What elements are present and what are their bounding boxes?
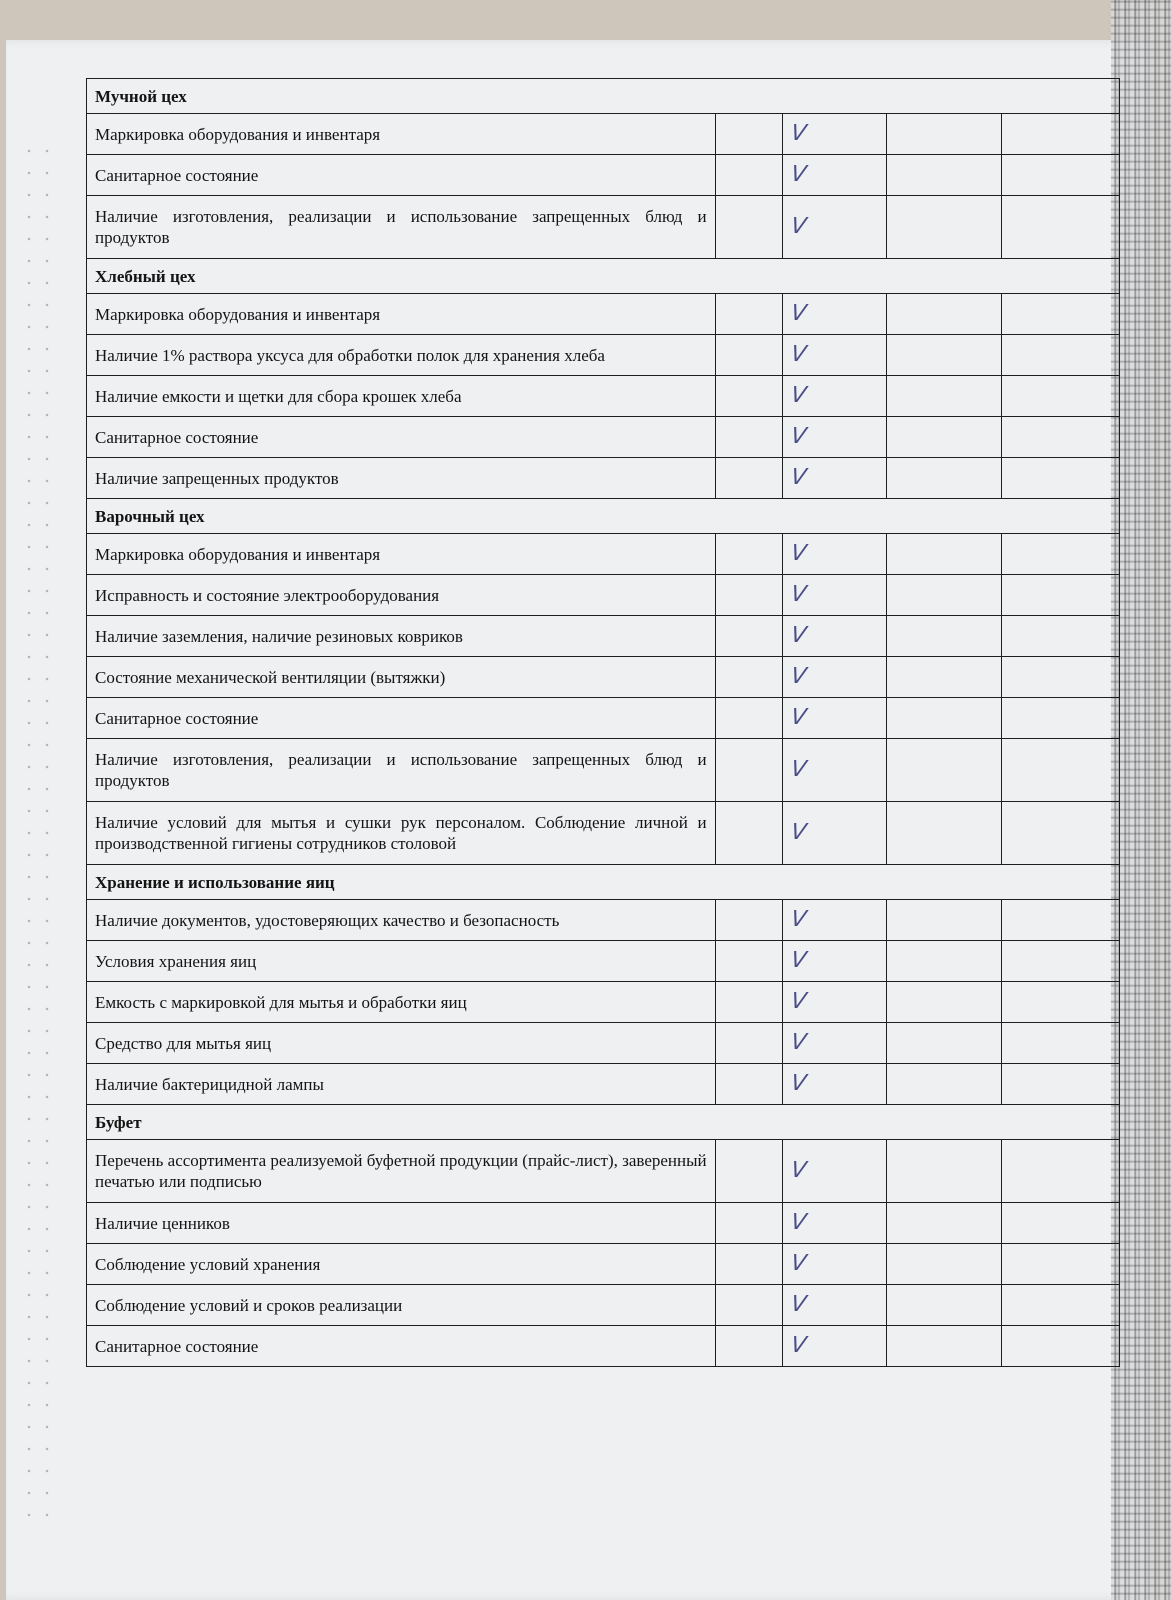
criterion-label: Соблюдение условий хранения xyxy=(87,1244,716,1285)
section-title: Буфет xyxy=(87,1105,1120,1140)
criterion-label: Маркировка оборудования и инвентаря xyxy=(87,294,716,335)
checklist-row xyxy=(87,1244,1120,1285)
column-3-cell xyxy=(886,534,1002,575)
column-4-cell xyxy=(1002,294,1120,335)
column-4-cell xyxy=(1002,982,1120,1023)
criterion-label: Емкость с маркировкой для мытья и обработки яиц xyxy=(87,982,716,1023)
checklist-row xyxy=(87,575,1120,616)
handwritten-check-mark: V xyxy=(789,301,808,326)
criterion-label: Маркировка оборудования и инвентаря xyxy=(87,534,716,575)
check-cell xyxy=(783,616,887,657)
handwritten-check-mark: V xyxy=(789,383,808,408)
criterion-label: Наличие документов, удостоверяющих качество и безопасность xyxy=(87,900,716,941)
check-cell xyxy=(783,1023,887,1064)
column-1-cell xyxy=(715,458,782,499)
column-1-cell xyxy=(715,1064,782,1105)
checklist-row xyxy=(87,1140,1120,1203)
section-header-row xyxy=(87,865,1120,900)
column-3-cell xyxy=(886,575,1002,616)
column-4-cell xyxy=(1002,417,1120,458)
column-4-cell xyxy=(1002,1140,1120,1203)
criterion-label: Наличие заземления, наличие резиновых ковриков xyxy=(87,616,716,657)
checklist-row xyxy=(87,196,1120,259)
criterion-label: Наличие запрещенных продуктов xyxy=(87,458,716,499)
column-4-cell xyxy=(1002,1064,1120,1105)
column-4-cell xyxy=(1002,941,1120,982)
column-3-cell xyxy=(886,802,1002,865)
column-1-cell xyxy=(715,114,782,155)
column-3-cell xyxy=(886,335,1002,376)
check-cell xyxy=(783,294,887,335)
column-4-cell xyxy=(1002,575,1120,616)
column-3-cell xyxy=(886,1064,1002,1105)
check-cell xyxy=(783,657,887,698)
section-title: Варочный цех xyxy=(87,499,1120,534)
column-1-cell xyxy=(715,1285,782,1326)
column-4-cell xyxy=(1002,900,1120,941)
handwritten-check-mark: V xyxy=(789,162,808,187)
handwritten-check-mark: V xyxy=(789,757,808,782)
column-4-cell xyxy=(1002,1023,1120,1064)
column-3-cell xyxy=(886,1326,1002,1367)
column-3-cell xyxy=(886,155,1002,196)
handwritten-check-mark: V xyxy=(789,121,808,146)
checklist-row xyxy=(87,1203,1120,1244)
criterion-label: Средство для мытья яиц xyxy=(87,1023,716,1064)
column-3-cell xyxy=(886,616,1002,657)
criterion-label: Наличие изготовления, реализации и использование запрещенных блюд и продуктов xyxy=(87,739,716,802)
criterion-label: Санитарное состояние xyxy=(87,1326,716,1367)
handwritten-check-mark: V xyxy=(789,705,808,730)
check-cell xyxy=(783,739,887,802)
column-3-cell xyxy=(886,417,1002,458)
handwritten-check-mark: V xyxy=(789,541,808,566)
criterion-label: Исправность и состояние электрооборудования xyxy=(87,575,716,616)
section-header-row xyxy=(87,499,1120,534)
column-3-cell xyxy=(886,114,1002,155)
column-1-cell xyxy=(715,335,782,376)
criterion-label: Санитарное состояние xyxy=(87,698,716,739)
column-3-cell xyxy=(886,739,1002,802)
column-1-cell xyxy=(715,196,782,259)
check-cell xyxy=(783,575,887,616)
column-1-cell xyxy=(715,941,782,982)
handwritten-check-mark: V xyxy=(789,342,808,367)
column-4-cell xyxy=(1002,534,1120,575)
check-cell xyxy=(783,534,887,575)
handwritten-check-mark: V xyxy=(789,1333,808,1358)
check-cell xyxy=(783,1244,887,1285)
criterion-label: Наличие емкости и щетки для сбора крошек хлеба xyxy=(87,376,716,417)
column-4-cell xyxy=(1002,1326,1120,1367)
handwritten-check-mark: V xyxy=(789,989,808,1014)
column-4-cell xyxy=(1002,1285,1120,1326)
handwritten-check-mark: V xyxy=(789,1251,808,1276)
criterion-label: Соблюдение условий и сроков реализации xyxy=(87,1285,716,1326)
column-1-cell xyxy=(715,739,782,802)
column-3-cell xyxy=(886,941,1002,982)
scan-dots xyxy=(20,140,50,1520)
handwritten-check-mark: V xyxy=(789,820,808,845)
handwritten-check-mark: V xyxy=(789,948,808,973)
criterion-label: Санитарное состояние xyxy=(87,417,716,458)
column-4-cell xyxy=(1002,376,1120,417)
stacked-pages-edge-texture xyxy=(1111,0,1171,1600)
column-3-cell xyxy=(886,376,1002,417)
check-cell xyxy=(783,114,887,155)
column-1-cell xyxy=(715,616,782,657)
check-cell xyxy=(783,155,887,196)
check-cell xyxy=(783,417,887,458)
criterion-label: Маркировка оборудования и инвентаря xyxy=(87,114,716,155)
checklist-row xyxy=(87,294,1120,335)
section-header-row xyxy=(87,259,1120,294)
column-4-cell xyxy=(1002,155,1120,196)
handwritten-check-mark: V xyxy=(789,582,808,607)
check-cell xyxy=(783,1326,887,1367)
column-4-cell xyxy=(1002,1244,1120,1285)
checklist-row xyxy=(87,1064,1120,1105)
column-3-cell xyxy=(886,1285,1002,1326)
checklist-row xyxy=(87,534,1120,575)
criterion-label: Санитарное состояние xyxy=(87,155,716,196)
column-3-cell xyxy=(886,900,1002,941)
checklist-row xyxy=(87,155,1120,196)
section-header-row xyxy=(87,1105,1120,1140)
checklist-row xyxy=(87,458,1120,499)
checklist-row xyxy=(87,376,1120,417)
column-1-cell xyxy=(715,900,782,941)
handwritten-check-mark: V xyxy=(789,465,808,490)
section-title: Хлебный цех xyxy=(87,259,1120,294)
column-1-cell xyxy=(715,657,782,698)
column-3-cell xyxy=(886,294,1002,335)
handwritten-check-mark: V xyxy=(789,1210,808,1235)
column-1-cell xyxy=(715,802,782,865)
column-1-cell xyxy=(715,1326,782,1367)
check-cell xyxy=(783,941,887,982)
column-3-cell xyxy=(886,1244,1002,1285)
checklist-row xyxy=(87,982,1120,1023)
column-4-cell xyxy=(1002,657,1120,698)
checklist-row xyxy=(87,616,1120,657)
column-1-cell xyxy=(715,1203,782,1244)
column-1-cell xyxy=(715,1140,782,1203)
check-cell xyxy=(783,1285,887,1326)
handwritten-check-mark: V xyxy=(789,1030,808,1055)
criterion-label: Наличие условий для мытья и сушки рук персоналом. Соблюдение личной и производственной гигиены сотрудников столовой xyxy=(87,802,716,865)
checklist-body xyxy=(87,79,1120,1367)
checklist-row xyxy=(87,1023,1120,1064)
column-1-cell xyxy=(715,698,782,739)
handwritten-check-mark: V xyxy=(789,1158,808,1183)
checklist-row xyxy=(87,657,1120,698)
check-cell xyxy=(783,1203,887,1244)
inspection-checklist-table xyxy=(86,78,1120,1367)
checklist-row xyxy=(87,1285,1120,1326)
column-4-cell xyxy=(1002,335,1120,376)
checklist-row xyxy=(87,335,1120,376)
column-3-cell xyxy=(886,982,1002,1023)
check-cell xyxy=(783,458,887,499)
handwritten-check-mark: V xyxy=(789,214,808,239)
handwritten-check-mark: V xyxy=(789,623,808,648)
column-1-cell xyxy=(715,575,782,616)
column-4-cell xyxy=(1002,802,1120,865)
criterion-label: Условия хранения яиц xyxy=(87,941,716,982)
column-1-cell xyxy=(715,155,782,196)
checklist-row xyxy=(87,114,1120,155)
criterion-label: Перечень ассортимента реализуемой буфетной продукции (прайс-лист), заверенный печатью или подписью xyxy=(87,1140,716,1203)
check-cell xyxy=(783,698,887,739)
criterion-label: Наличие изготовления, реализации и использование запрещенных блюд и продуктов xyxy=(87,196,716,259)
column-4-cell xyxy=(1002,458,1120,499)
check-cell xyxy=(783,376,887,417)
checklist-row xyxy=(87,417,1120,458)
column-3-cell xyxy=(886,458,1002,499)
column-4-cell xyxy=(1002,114,1120,155)
column-3-cell xyxy=(886,1023,1002,1064)
check-cell xyxy=(783,196,887,259)
column-3-cell xyxy=(886,196,1002,259)
section-header-row xyxy=(87,79,1120,114)
column-4-cell xyxy=(1002,739,1120,802)
criterion-label: Наличие ценников xyxy=(87,1203,716,1244)
checklist-row xyxy=(87,698,1120,739)
check-cell xyxy=(783,335,887,376)
handwritten-check-mark: V xyxy=(789,1071,808,1096)
section-title: Хранение и использование яиц xyxy=(87,865,1120,900)
column-4-cell xyxy=(1002,698,1120,739)
column-1-cell xyxy=(715,534,782,575)
column-4-cell xyxy=(1002,616,1120,657)
column-3-cell xyxy=(886,657,1002,698)
column-3-cell xyxy=(886,1203,1002,1244)
column-1-cell xyxy=(715,1023,782,1064)
checklist-row xyxy=(87,900,1120,941)
column-3-cell xyxy=(886,698,1002,739)
handwritten-check-mark: V xyxy=(789,664,808,689)
checklist-row xyxy=(87,1326,1120,1367)
column-1-cell xyxy=(715,982,782,1023)
section-title: Мучной цех xyxy=(87,79,1120,114)
check-cell xyxy=(783,982,887,1023)
column-1-cell xyxy=(715,376,782,417)
handwritten-check-mark: V xyxy=(789,424,808,449)
checklist-row xyxy=(87,802,1120,865)
column-1-cell xyxy=(715,1244,782,1285)
checklist-row xyxy=(87,941,1120,982)
column-4-cell xyxy=(1002,1203,1120,1244)
column-4-cell xyxy=(1002,196,1120,259)
check-cell xyxy=(783,1064,887,1105)
check-cell xyxy=(783,802,887,865)
handwritten-check-mark: V xyxy=(789,907,808,932)
column-1-cell xyxy=(715,417,782,458)
check-cell xyxy=(783,1140,887,1203)
criterion-label: Состояние механической вентиляции (вытяжки) xyxy=(87,657,716,698)
column-1-cell xyxy=(715,294,782,335)
column-3-cell xyxy=(886,1140,1002,1203)
handwritten-check-mark: V xyxy=(789,1292,808,1317)
checklist-row xyxy=(87,739,1120,802)
criterion-label: Наличие бактерицидной лампы xyxy=(87,1064,716,1105)
check-cell xyxy=(783,900,887,941)
criterion-label: Наличие 1% раствора уксуса для обработки полок для хранения хлеба xyxy=(87,335,716,376)
